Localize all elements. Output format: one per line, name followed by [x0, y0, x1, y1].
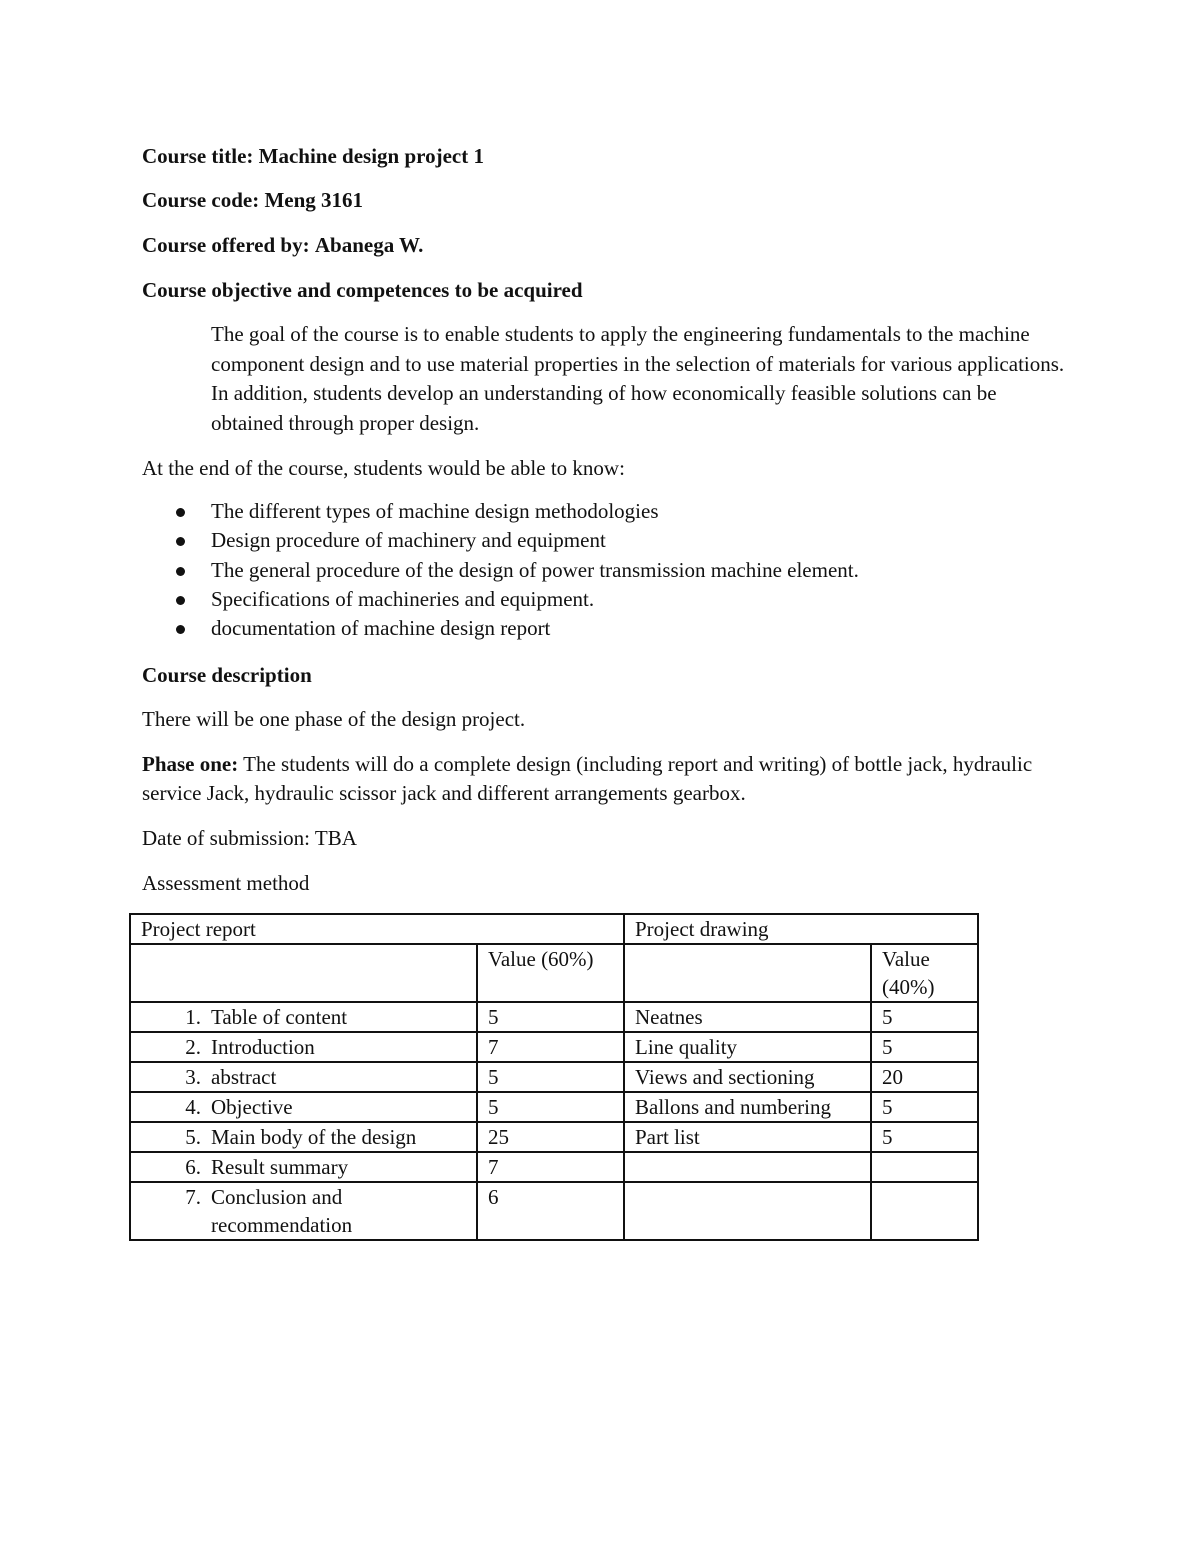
course-title-value: Machine design project 1	[258, 144, 484, 168]
course-code-value: Meng 3161	[264, 188, 364, 212]
bullet-icon	[176, 625, 185, 634]
course-code-line	[142, 186, 363, 214]
drawing-item: Ballons and numbering	[624, 1092, 871, 1122]
drawing-value	[871, 1182, 978, 1240]
report-value: 5	[477, 1092, 624, 1122]
outcomes-list	[172, 497, 859, 643]
course-offered-value: Abanega W.	[314, 233, 424, 257]
drawing-item: Neatnes	[624, 1002, 871, 1032]
list-item	[172, 497, 859, 526]
row-number: 4.	[185, 1095, 201, 1119]
drawing-item: Part list	[624, 1122, 871, 1152]
drawing-value: 5	[871, 1122, 978, 1152]
drawing-item: Line quality	[624, 1032, 871, 1062]
assessment-heading: Assessment method	[142, 871, 310, 895]
description-text: There will be one phase of the design project.	[142, 707, 526, 731]
table-row	[130, 1152, 978, 1182]
table-row	[130, 1002, 978, 1032]
row-number: 3.	[185, 1065, 201, 1089]
phase-text: The students will do a complete design (including report and writing) of bottle jack, hydraulic service Jack, hydraulic scissor jack and different arrangements gearbox.	[142, 752, 1033, 805]
table-header-row	[130, 914, 978, 944]
drawing-item	[624, 1182, 871, 1240]
report-item: Result summary	[211, 1155, 349, 1179]
description-heading: Course description	[142, 663, 312, 687]
report-value: 7	[477, 1032, 624, 1062]
table-row	[130, 1062, 978, 1092]
table-value-header-row	[130, 944, 978, 1002]
row-number: 2.	[185, 1035, 201, 1059]
report-value: 5	[477, 1002, 624, 1032]
row-number: 6.	[185, 1155, 201, 1179]
course-offered-label: Course offered by:	[142, 233, 310, 257]
table-row	[130, 1182, 978, 1240]
assessment-table	[129, 913, 979, 1241]
bullet-icon	[176, 508, 185, 517]
drawing-value: 5	[871, 1032, 978, 1062]
drawing-item: Views and sectioning	[624, 1062, 871, 1092]
objective-paragraph: The goal of the course is to enable students to apply the engineering fundamentals to the machine component design and to use material properties in the selection of materials for various applications. In addition, students develop an understanding of how economically feasible solutions can be obtained through proper design.	[211, 322, 1065, 435]
bullet-icon	[176, 537, 185, 546]
list-item	[172, 526, 859, 555]
course-title-label: Course title:	[142, 144, 254, 168]
table-row	[130, 1032, 978, 1062]
row-number: 5.	[185, 1125, 201, 1149]
drawing-item	[624, 1152, 871, 1182]
bullet-icon	[176, 567, 185, 576]
report-item: Conclusion and recommendation	[211, 1185, 353, 1237]
report-item: abstract	[211, 1065, 277, 1089]
outcome-text: Specifications of machineries and equipment.	[211, 586, 595, 611]
row-number: 7.	[185, 1185, 201, 1209]
report-value: 5	[477, 1062, 624, 1092]
empty-cell	[130, 944, 477, 1002]
drawing-value: 20	[871, 1062, 978, 1092]
report-value-header: Value (60%)	[477, 944, 624, 1002]
table-row	[130, 1092, 978, 1122]
outcome-text: documentation of machine design report	[211, 616, 551, 641]
drawing-value-header: Value (40%)	[871, 944, 978, 1002]
report-value: 7	[477, 1152, 624, 1182]
drawing-value: 5	[871, 1092, 978, 1122]
table-row	[130, 1122, 978, 1152]
course-title-line	[142, 142, 484, 170]
list-item	[172, 614, 859, 643]
report-value: 6	[477, 1182, 624, 1240]
row-number: 1.	[185, 1005, 201, 1029]
report-item: Table of content	[211, 1005, 348, 1029]
objective-heading: Course objective and competences to be acquired	[142, 278, 583, 302]
outcome-text: The different types of machine design methodologies	[211, 499, 659, 523]
drawing-value: 5	[871, 1002, 978, 1032]
outcome-text: The general procedure of the design of power transmission machine element.	[211, 557, 859, 582]
outcomes-intro: At the end of the course, students would be able to know:	[142, 456, 625, 480]
report-item: Main body of the design	[211, 1125, 417, 1149]
report-header: Project report	[130, 914, 624, 944]
report-item: Objective	[211, 1095, 293, 1119]
phase-label: Phase one:	[142, 752, 239, 776]
submission-date: Date of submission: TBA	[142, 826, 357, 850]
course-code-label: Course code:	[142, 188, 260, 212]
outcome-text: Design procedure of machinery and equipment	[211, 528, 606, 553]
list-item	[172, 556, 859, 585]
empty-cell	[624, 944, 871, 1002]
drawing-value	[871, 1152, 978, 1182]
drawing-header: Project drawing	[624, 914, 978, 944]
bullet-icon	[176, 596, 185, 605]
list-item	[172, 585, 859, 614]
report-item: Introduction	[211, 1035, 315, 1059]
phase-paragraph	[142, 750, 1072, 808]
course-offered-line	[142, 231, 423, 259]
report-value: 25	[477, 1122, 624, 1152]
